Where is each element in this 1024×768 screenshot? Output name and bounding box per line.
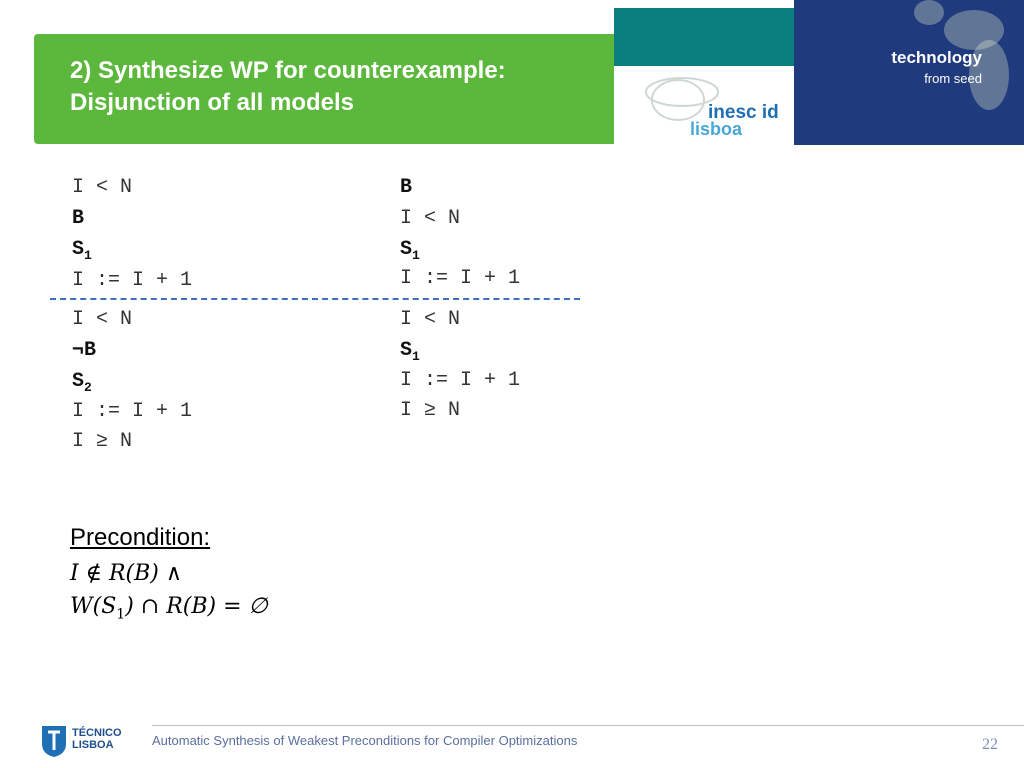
code-line: I ≥ N (400, 399, 461, 422)
title-line-2: Disjunction of all models (70, 89, 355, 116)
code-line: B (400, 176, 413, 199)
logo-lisboa-text: lisboa (690, 119, 743, 139)
code-line: I < N (400, 308, 461, 331)
title-line-1: 2) Synthesize WP for counterexample: (70, 57, 506, 84)
code-line: I ≥ N (72, 430, 133, 453)
precondition-line-2: $W(S_1)$ ∩ R(B) = ∅ (70, 594, 268, 623)
code-line: I := I + 1 (72, 269, 193, 292)
code-line: B (72, 207, 85, 230)
code-line-statement: $S_2$ (72, 370, 92, 395)
code-line: I < N (72, 308, 133, 331)
code-line: I := I + 1 (400, 369, 521, 392)
code-line-statement: $S_1$ (72, 238, 92, 263)
precondition-line-1: I ∉ R(B) ∧ (70, 561, 182, 586)
code-line-statement: $S_1$ (400, 238, 420, 263)
dashed-divider (50, 298, 580, 300)
tagline-from-seed: from seed (924, 71, 982, 86)
page-number: 22 (982, 736, 998, 753)
slide-title (70, 55, 610, 119)
code-line: ¬B (72, 339, 97, 362)
tagline-technology: technology (891, 48, 982, 67)
code-line: I < N (400, 207, 461, 230)
code-line: I := I + 1 (400, 267, 521, 290)
tecnico-logo-text (72, 727, 122, 751)
tecnico-line-1: TÉCNICO (72, 727, 122, 739)
inesc-id-logo (640, 70, 790, 140)
logo-inesc-text: inesc id (708, 102, 779, 123)
footer-divider (152, 725, 1024, 726)
navy-branding-block (794, 0, 1024, 145)
precondition-label: Precondition: (70, 524, 211, 551)
code-line-statement: $S_1$ (400, 339, 420, 364)
code-line: I := I + 1 (72, 400, 193, 423)
tecnico-line-2: LISBOA (72, 739, 114, 751)
code-line: I < N (72, 176, 133, 199)
teal-band (614, 8, 794, 66)
footer-title: Automatic Synthesis of Weakest Preconditions for Compiler Optimizations (152, 733, 578, 748)
